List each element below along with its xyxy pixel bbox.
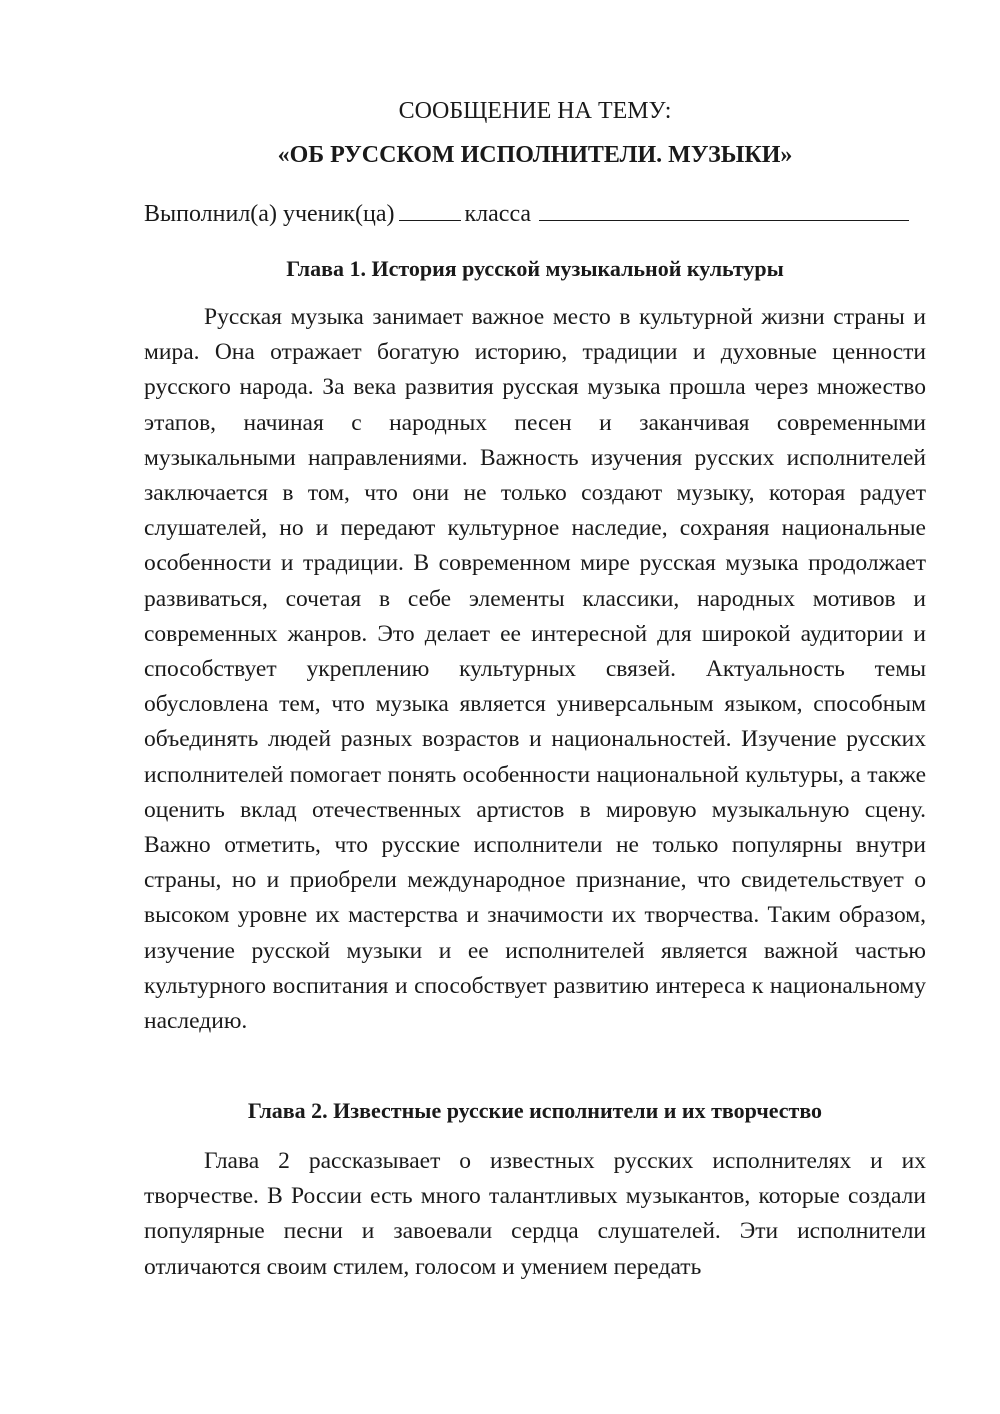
student-name-blank [539, 198, 909, 221]
chapter-2-paragraph: Глава 2 рассказывает о известных русских исполнителях и их творчестве. В России есть много талантливых музыкантов, которые создали популярные песни и завоевали сердца слушателей. Эти исполнители отличаются своим стилем, голосом и умением передать [144, 1148, 926, 1280]
author-middle: класса [464, 201, 532, 227]
document-title-line-1: СООБЩЕНИЕ НА ТЕМУ: [398, 98, 672, 124]
chapter-1-paragraph: Русская музыка занимает важное место в культурной жизни страны и мира. Она отражает богатую историю, традиции и духовные ценности русского народа. За века развития русская музыка прошла через множество этапов, начиная с народных песен и заканчивая современными музыкальными направлениями. Важность изучения русских исполнителей заключается в том, что они не только создают музыку, которая радует слушателей, но и передают культурное наследие, сохраняя национальные особенности и традиции. В современном мире русская музыка продолжает развиваться, сочетая в себе элементы классики, народных мотивов и современных жанров. Это делает ее интересной для широкой аудитории и способствует укреплению культурных связей. Актуальность темы обусловлена тем, что музыка является универсальным языком, способным объединять людей разных возрастов и национальностей. Изучение русских исполнителей помогает понять особенности национальной культуры, а также оценить вклад отечественных артистов в мировую музыкальную сцену. Важно отметить, что русские исполнители не только популярны внутри страны, но и приобрели международное признание, что свидетельствует о высоком уровне их мастерства и значимости их творчества. Таким образом, изучение русской музыки и ее исполнителей является важной частью культурного воспитания и способствует развитию интереса к национальному наследию. [144, 304, 926, 1035]
document-title-line-2: «ОБ РУССКОМ ИСПОЛНИТЕЛИ. МУЗЫКИ» [277, 142, 793, 168]
chapter-2-heading: Глава 2. Известные русские исполнители и их творчество [247, 1098, 823, 1123]
author-prefix: Выполнил(а) ученик(ца) [144, 201, 395, 227]
class-number-blank [399, 198, 461, 221]
author-line [144, 198, 926, 229]
chapter-1-heading: Глава 1. История русской музыкальной культуры [286, 256, 784, 281]
